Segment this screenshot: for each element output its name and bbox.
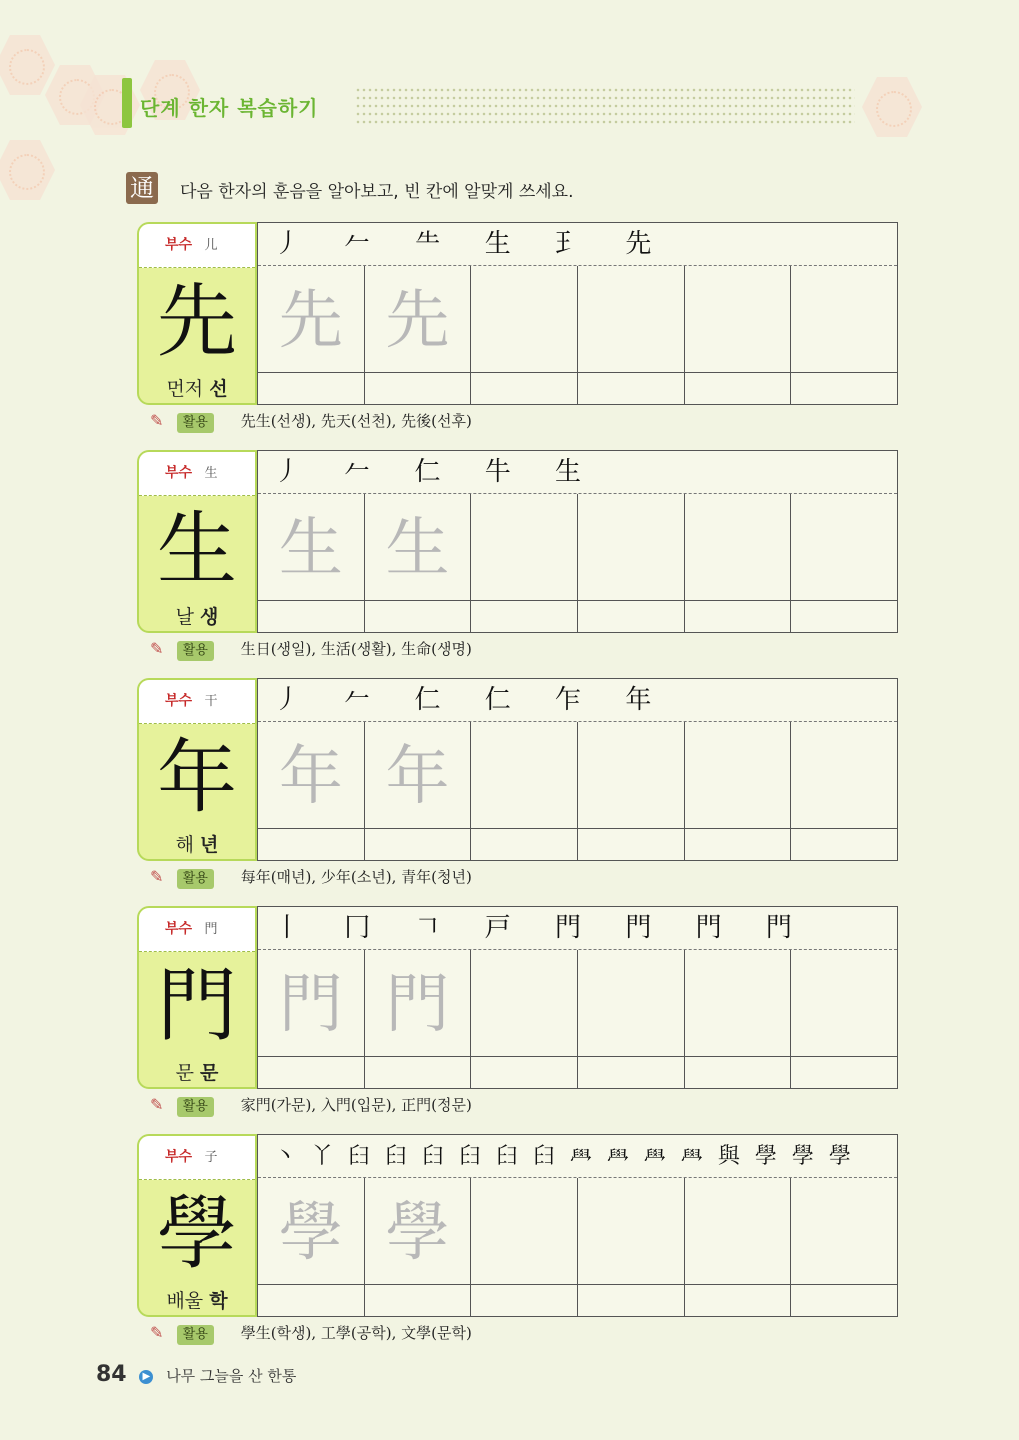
cell-divider xyxy=(471,600,577,601)
cell-divider xyxy=(791,1056,897,1057)
cell-divider xyxy=(685,1056,791,1057)
decor-hexagon xyxy=(0,35,55,95)
main-char: 門 xyxy=(157,959,237,1052)
pencil-icon: ✎ xyxy=(150,411,164,430)
cell-divider xyxy=(791,372,897,373)
trace-char: 先 xyxy=(385,284,450,358)
practice-cell[interactable] xyxy=(791,1178,897,1316)
practice-cell[interactable] xyxy=(578,950,685,1088)
practice-cell[interactable] xyxy=(791,266,897,404)
busu-label: 부수 xyxy=(165,693,193,709)
usage-words: 家門(가문), 入門(입문), 正門(정문) xyxy=(240,1096,472,1114)
arrow-icon: ▶ xyxy=(139,1370,153,1384)
pencil-icon: ✎ xyxy=(150,1095,164,1114)
pencil-icon: ✎ xyxy=(150,867,164,886)
pencil-icon: ✎ xyxy=(150,639,164,658)
dotted-pattern xyxy=(355,86,855,128)
cell-divider xyxy=(365,1056,471,1057)
writing-grid xyxy=(257,678,898,861)
stage-bar xyxy=(122,78,132,128)
usage-badge: 활용 xyxy=(177,1097,214,1117)
sound-text: 년 xyxy=(200,834,219,856)
cell-divider xyxy=(791,600,897,601)
practice-cell[interactable] xyxy=(258,494,365,632)
practice-cells xyxy=(258,494,897,632)
usage-words: 先生(선생), 先天(선천), 先後(선후) xyxy=(240,412,472,430)
stroke-order: 丨 冂 𠃍 戸 門 門 門 門 xyxy=(258,907,897,950)
main-char: 學 xyxy=(157,1187,237,1280)
char-panel xyxy=(137,1134,257,1317)
practice-cell[interactable] xyxy=(365,950,472,1088)
main-char: 生 xyxy=(157,503,237,596)
cell-divider xyxy=(471,372,577,373)
practice-cell[interactable] xyxy=(578,722,685,860)
trace-char: 年 xyxy=(385,740,450,814)
radical: 子 xyxy=(204,1150,218,1165)
cell-divider xyxy=(471,1284,577,1285)
sound-text: 학 xyxy=(209,1290,228,1312)
practice-cells xyxy=(258,1178,897,1316)
practice-cell[interactable] xyxy=(471,494,578,632)
trace-char: 先 xyxy=(278,284,343,358)
practice-cell[interactable] xyxy=(258,1178,365,1316)
cell-divider xyxy=(685,372,791,373)
radical: 干 xyxy=(204,694,218,709)
practice-cell[interactable] xyxy=(685,950,792,1088)
practice-cell[interactable] xyxy=(471,722,578,860)
cell-divider xyxy=(791,1284,897,1285)
char-block xyxy=(137,450,898,633)
char-meaning xyxy=(139,1286,255,1313)
usage-badge: 활용 xyxy=(177,1325,214,1345)
trace-char: 門 xyxy=(278,968,343,1042)
radical: 門 xyxy=(204,922,218,937)
cell-divider xyxy=(258,1056,364,1057)
practice-cell[interactable] xyxy=(685,266,792,404)
practice-cell[interactable] xyxy=(258,266,365,404)
radical: 儿 xyxy=(204,238,218,253)
cell-divider xyxy=(258,1284,364,1285)
cell-divider xyxy=(365,828,471,829)
practice-cell[interactable] xyxy=(471,950,578,1088)
sound-text: 생 xyxy=(200,606,219,628)
cell-divider xyxy=(578,372,684,373)
writing-grid xyxy=(257,222,898,405)
footer-title: 나무 그늘을 산 한통 xyxy=(166,1367,297,1385)
practice-cell[interactable] xyxy=(791,722,897,860)
pencil-icon: ✎ xyxy=(150,1323,164,1342)
cell-divider xyxy=(471,828,577,829)
usage-row xyxy=(150,1094,472,1116)
char-meaning xyxy=(139,1058,255,1085)
stage-title: 단계 한자 복습하기 xyxy=(140,96,319,120)
cell-divider xyxy=(578,828,684,829)
cell-divider xyxy=(365,372,471,373)
practice-cell[interactable] xyxy=(578,266,685,404)
cell-divider xyxy=(578,1284,684,1285)
char-panel xyxy=(137,678,257,861)
decor-hexagon xyxy=(862,77,922,137)
sound-text: 문 xyxy=(200,1062,219,1084)
practice-cell[interactable] xyxy=(685,494,792,632)
cell-divider xyxy=(685,1284,791,1285)
trace-char: 學 xyxy=(278,1196,343,1270)
busu-label: 부수 xyxy=(165,1149,193,1165)
footer xyxy=(96,1362,296,1387)
busu-label: 부수 xyxy=(165,237,193,253)
char-block xyxy=(137,222,898,405)
busu-label: 부수 xyxy=(165,465,193,481)
radical: 生 xyxy=(204,466,218,481)
char-block xyxy=(137,906,898,1089)
char-block xyxy=(137,678,898,861)
char-block xyxy=(137,1134,898,1317)
main-char: 先 xyxy=(157,275,237,368)
usage-words: 每年(매년), 少年(소년), 青年(청년) xyxy=(240,868,472,886)
cell-divider xyxy=(258,372,364,373)
practice-cells xyxy=(258,722,897,860)
practice-cell[interactable] xyxy=(791,494,897,632)
stroke-order: 丶 丫 𦥑 𦥑 𦥑 𦥑 𦥑 𦥑 𦥯 𦥯 𦥯 𦥯 與 學 學 學 xyxy=(258,1135,897,1178)
practice-cell[interactable] xyxy=(578,1178,685,1316)
practice-cell[interactable] xyxy=(258,950,365,1088)
stroke-order: 丿 𠂉 仁 牛 生 xyxy=(258,451,897,494)
decor-hexagon xyxy=(0,140,55,200)
char-panel xyxy=(137,906,257,1089)
practice-cell[interactable] xyxy=(791,950,897,1088)
radical-row xyxy=(139,224,255,268)
sound-text: 선 xyxy=(209,378,228,400)
cell-divider xyxy=(365,1284,471,1285)
meaning-text: 날 xyxy=(175,606,194,628)
practice-cells xyxy=(258,266,897,404)
usage-words: 生日(생일), 生活(생활), 生命(생명) xyxy=(240,640,472,658)
writing-grid xyxy=(257,450,898,633)
cell-divider xyxy=(685,600,791,601)
practice-cell[interactable] xyxy=(685,1178,792,1316)
cell-divider xyxy=(471,1056,577,1057)
usage-row xyxy=(150,1322,472,1344)
trace-char: 門 xyxy=(385,968,450,1042)
practice-cell[interactable] xyxy=(471,266,578,404)
practice-cell[interactable] xyxy=(258,722,365,860)
char-panel xyxy=(137,450,257,633)
usage-row xyxy=(150,638,472,660)
stroke-order: 丿 𠂉 仁 仁 乍 年 xyxy=(258,679,897,722)
practice-cell[interactable] xyxy=(365,494,472,632)
char-panel xyxy=(137,222,257,405)
cell-divider xyxy=(365,600,471,601)
radical-row xyxy=(139,908,255,952)
page-number: 84 xyxy=(96,1362,127,1387)
cell-divider xyxy=(258,828,364,829)
meaning-text: 배울 xyxy=(166,1290,204,1312)
practice-cell[interactable] xyxy=(578,494,685,632)
usage-row xyxy=(150,866,472,888)
usage-badge: 활용 xyxy=(177,869,214,889)
practice-cell[interactable] xyxy=(471,1178,578,1316)
writing-grid xyxy=(257,1134,898,1317)
usage-badge: 활용 xyxy=(177,413,214,433)
cell-divider xyxy=(578,1056,684,1057)
meaning-text: 문 xyxy=(175,1062,194,1084)
instruction-text: 다음 한자의 훈음을 알아보고, 빈 칸에 알맞게 쓰세요. xyxy=(180,182,574,202)
char-meaning xyxy=(139,374,255,401)
main-char: 年 xyxy=(157,731,237,824)
practice-cell[interactable] xyxy=(365,722,472,860)
cell-divider xyxy=(578,600,684,601)
practice-cell[interactable] xyxy=(685,722,792,860)
meaning-text: 먼저 xyxy=(166,378,204,400)
stroke-order: 丿 𠂉 ⺧ 生 ⺩ 先 xyxy=(258,223,897,266)
cell-divider xyxy=(258,600,364,601)
usage-row xyxy=(150,410,472,432)
practice-cell[interactable] xyxy=(365,266,472,404)
practice-cells xyxy=(258,950,897,1088)
trace-char: 學 xyxy=(385,1196,450,1270)
cell-divider xyxy=(685,828,791,829)
radical-row xyxy=(139,1136,255,1180)
char-meaning xyxy=(139,602,255,629)
trace-char: 生 xyxy=(385,512,450,586)
cell-divider xyxy=(791,828,897,829)
radical-row xyxy=(139,452,255,496)
practice-cell[interactable] xyxy=(365,1178,472,1316)
writing-grid xyxy=(257,906,898,1089)
trace-char: 年 xyxy=(278,740,343,814)
usage-badge: 활용 xyxy=(177,641,214,661)
trace-char: 生 xyxy=(278,512,343,586)
meaning-text: 해 xyxy=(175,834,194,856)
radical-row xyxy=(139,680,255,724)
tong-icon: 通 xyxy=(126,172,158,204)
usage-words: 學生(학생), 工學(공학), 文學(문학) xyxy=(240,1324,472,1342)
char-meaning xyxy=(139,830,255,857)
busu-label: 부수 xyxy=(165,921,193,937)
